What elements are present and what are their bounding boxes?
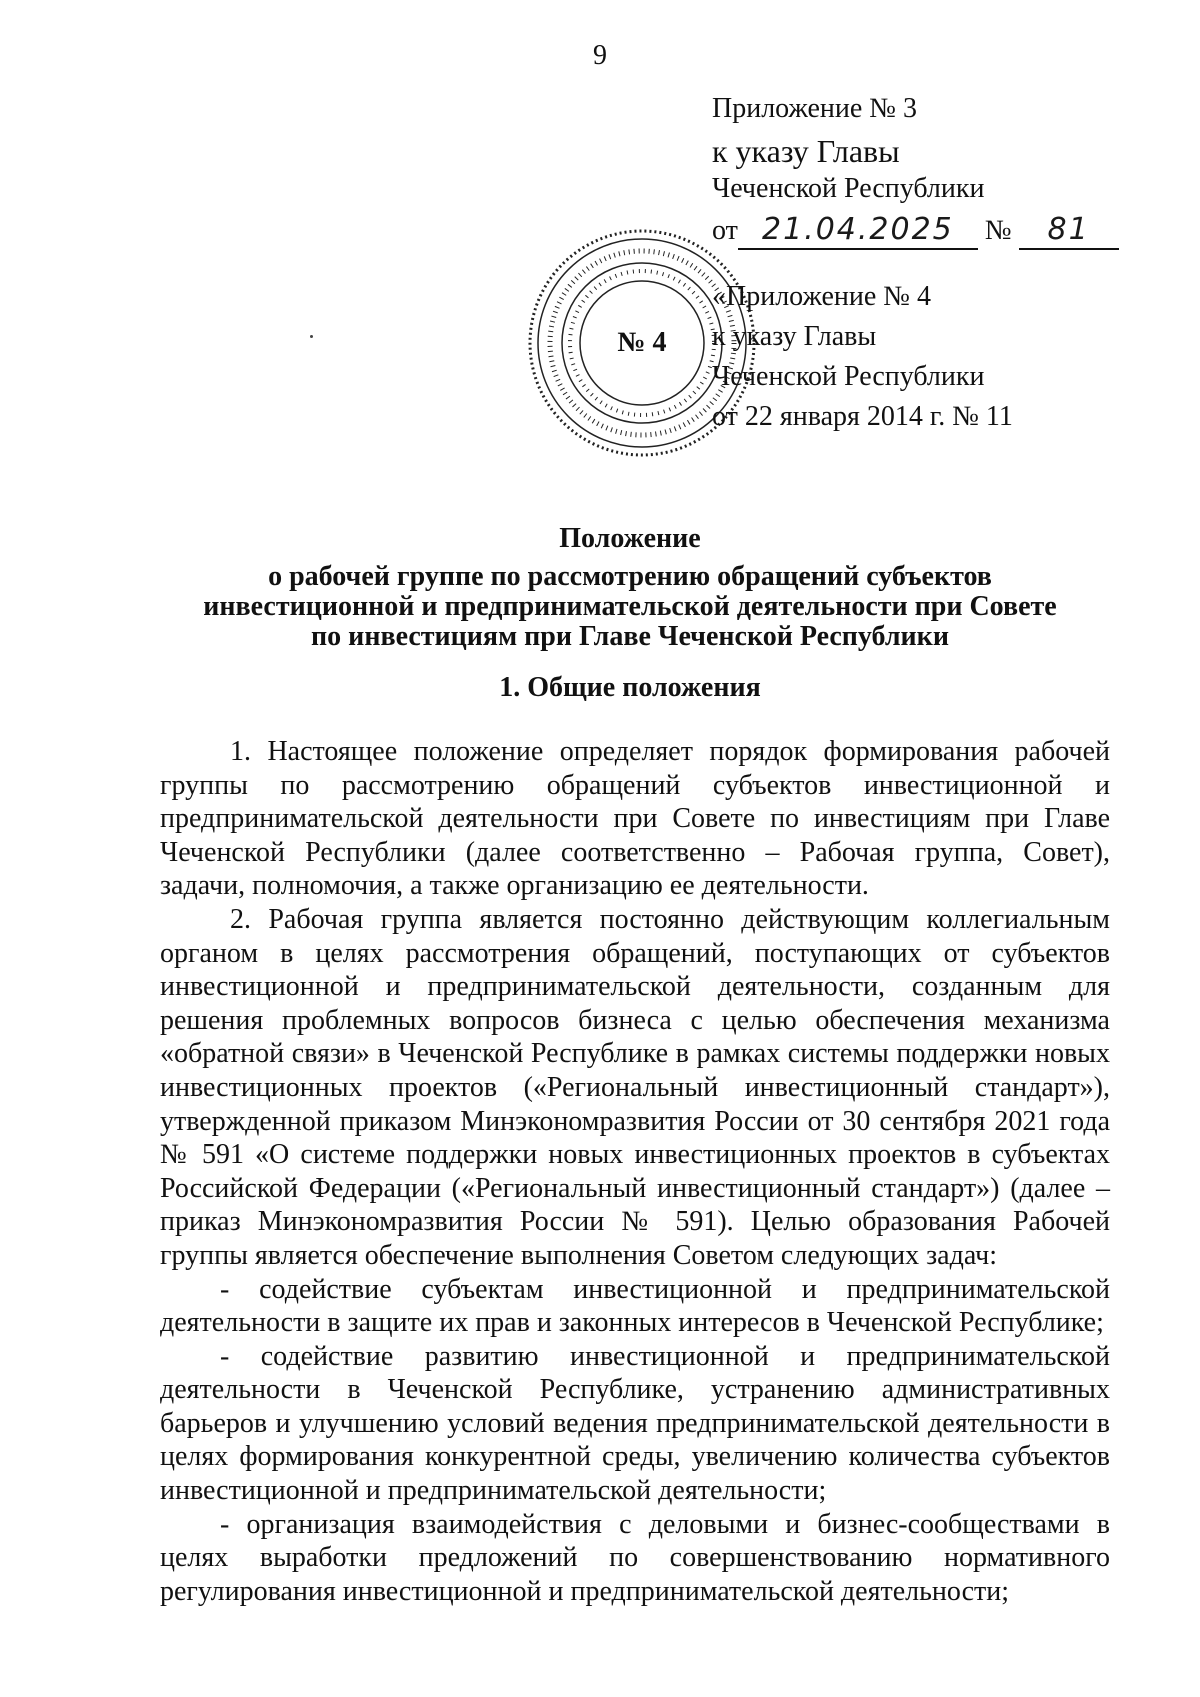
number-sign: № <box>984 215 1012 246</box>
appendix-header <box>712 92 1119 252</box>
document-subtitle-line-2: инвестиционной и предпринимательской деятельности при Совете <box>203 591 1057 622</box>
previous-appendix-date: от 22 января 2014 г. № 11 <box>712 401 1013 432</box>
section-heading: 1. Общие положения <box>499 672 761 703</box>
bullet-item: - содействие развитию инвестиционной и предпринимательской деятельности в Чеченской Республике, устранению административных барьеров и улучшению условий ведения предпринимательской деятельности в целях формирования конкурентной среды, увеличению количества субъектов инвестиционной и предпринимательской деятельности; <box>160 1340 1110 1507</box>
appendix-date-line <box>712 212 1119 252</box>
stamp-number: № 4 <box>617 327 667 358</box>
date-prefix: от <box>712 215 738 246</box>
appendix-republic: Чеченской Республики <box>712 173 985 204</box>
scan-speck <box>310 335 313 338</box>
previous-appendix-decree-ref: к указу Главы <box>712 321 877 352</box>
document-body <box>160 735 1110 1608</box>
bullet-item: - содействие субъектам инвестиционной и предпринимательской деятельности в защите их прав и законных интересов в Чеченской Республике; <box>160 1273 1110 1339</box>
appendix-decree-ref: к указу Главы <box>712 133 900 169</box>
appendix-title: Приложение № 3 <box>712 93 917 124</box>
previous-appendix-republic: Чеченской Республики <box>712 361 985 392</box>
document-subtitle-line-1: о рабочей группе по рассмотрению обращений субъектов <box>268 561 992 592</box>
bullet-item: - организация взаимодействия с деловыми и бизнес-сообществами в целях выработки предложений по совершенствованию нормативного регулирования инвестиционной и предпринимательской деятельности; <box>160 1508 1110 1607</box>
document-subtitle-line-3: по инвестициям при Главе Чеченской Республики <box>311 621 949 652</box>
previous-appendix-title: «Приложение № 4 <box>712 281 931 312</box>
handwritten-number: 81 <box>1019 212 1119 250</box>
page-number: 9 <box>593 40 607 71</box>
document-title-main: Положение <box>559 523 701 554</box>
paragraph-1: 1. Настоящее положение определяет порядок формирования рабочей группы по рассмотрению обращений субъектов инвестиционной и предпринимательской деятельности при Совете по инвестициям при Главе Чеченской Республики (далее соответственно – Рабочая группа, Совет), задачи, полномочия, а также организацию ее деятельности. <box>160 736 1110 902</box>
document-title <box>150 524 1110 652</box>
handwritten-date: 21.04.2025 <box>738 212 978 250</box>
previous-appendix-header <box>712 280 1013 440</box>
paragraph-2: 2. Рабочая группа является постоянно действующим коллегиальным органом в целях рассмотрения обращений, поступающих от субъектов инвестиционной и предпринимательской деятельности, созданным для решения проблемных вопросов бизнеса с целью обеспечения механизма «обратной связи» в Чеченской Республике в рамках системы поддержки новых инвестиционных проектов («Региональный инвестиционный стандарт»), утвержденной приказом Минэкономразвития России от 30 сентября 2021 года № 591 «О системе поддержки новых инвестиционных проектов в субъектах Российской Федерации («Региональный инвестиционный стандарт») (далее – приказ Минэкономразвития России № 591). Целью образования Рабочей группы является обеспечение выполнения Советом следующих задач: <box>160 903 1110 1271</box>
